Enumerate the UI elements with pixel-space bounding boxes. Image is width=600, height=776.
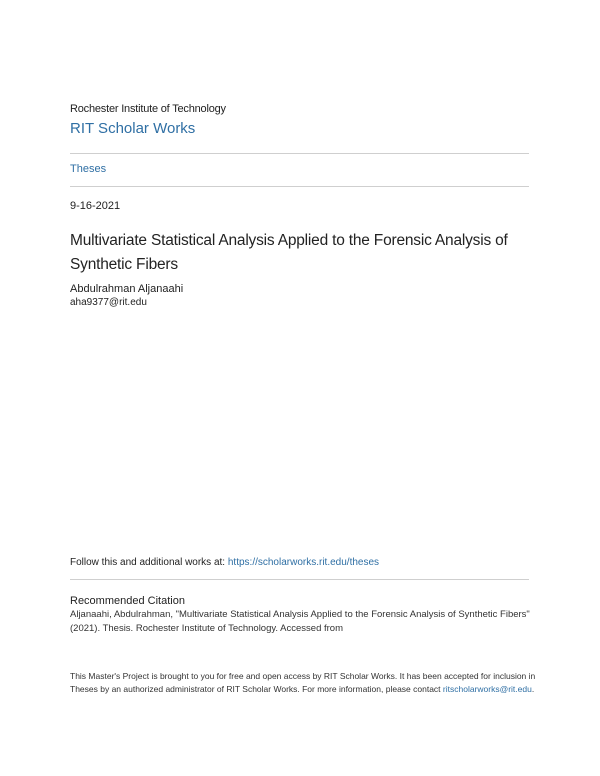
notice-text: This Master's Project is brought to you for free and open access by RIT Scholar Works. It has been accepted for inclusion in Theses by an authorized administrator of RIT Scholar Works. For more information, please contact — [70, 671, 536, 694]
divider — [70, 579, 529, 580]
author-name: Abdulrahman Aljanaahi — [70, 283, 184, 295]
access-notice — [70, 670, 540, 696]
collection-link[interactable]: Theses — [70, 163, 107, 175]
notice-suffix: . — [531, 684, 535, 694]
divider — [70, 186, 529, 187]
publication-date: 9-16-2021 — [70, 200, 121, 212]
theses-url-link[interactable]: https://scholarworks.rit.edu/theses — [227, 557, 380, 568]
author-email: aha9377@rit.edu — [70, 297, 147, 308]
citation-text: Aljanaahi, Abdulrahman, "Multivariate Statistical Analysis Applied to the Forensic Analysis of Synthetic Fibers" (2021). Thesis. Rochester Institute of Technology. Accessed from — [70, 609, 530, 634]
follow-prefix: Follow this and additional works at: — [70, 557, 228, 568]
contact-email-link[interactable]: ritscholarworks@rit.edu — [442, 684, 532, 694]
document-title: Multivariate Statistical Analysis Applied to the Forensic Analysis of Synthetic Fibers — [70, 232, 508, 273]
divider — [70, 153, 529, 154]
repository-link[interactable]: RIT Scholar Works — [70, 120, 196, 137]
institution-name: Rochester Institute of Technology — [70, 103, 226, 115]
follow-line — [70, 557, 379, 568]
citation-heading: Recommended Citation — [70, 595, 185, 607]
